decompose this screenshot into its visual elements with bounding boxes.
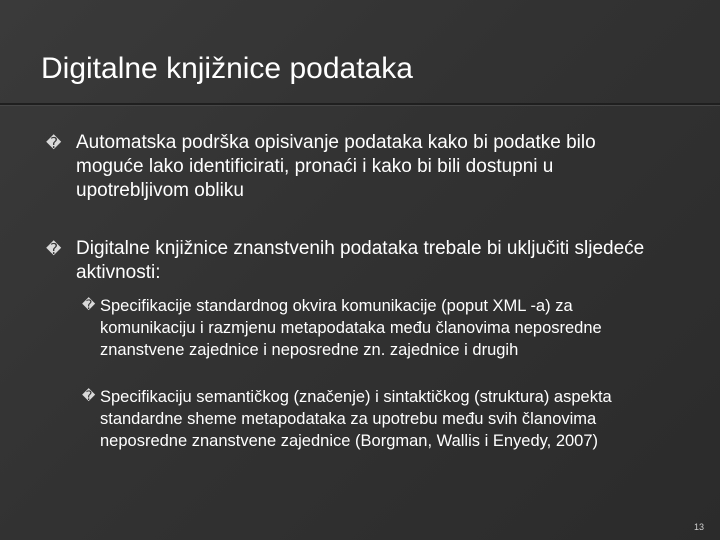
sub-bullet-marker-icon: �	[82, 297, 96, 312]
sub-bullet-text: Specifikaciju semantičkog (značenje) i sintaktičkog (struktura) aspekta standardne sheme metapodataka za upotrebu među svih članovima neposredne znanstvene zajednice (Borgman, Wallis i Enyedy, 2007)	[100, 388, 612, 450]
bullet-marker-icon: �	[46, 241, 62, 258]
page-number: 13	[693, 522, 704, 532]
sub-bullet-text: Specifikacije standardnog okvira komunikacije (poput XML -a) za komunikaciju i razmjenu metapodataka među članovima neposredne znanstvene zajednice i neposredne zn. zajednice i drugih	[100, 297, 602, 359]
bullet-text: Automatska podrška opisivanje podataka kako bi podatke bilo moguće lako identificirati, pronaći i kako bi bili dostupni u upotrebljivom obliku	[76, 132, 596, 201]
sub-bullet-marker-icon: �	[82, 388, 96, 403]
bullet-text: Digitalne knjižnice znanstvenih podataka trebale bi uključiti sljedeće aktivnosti:	[76, 238, 645, 283]
bullet-marker-icon: �	[46, 135, 62, 152]
slide-title: Digitalne knjižnice podataka	[41, 52, 413, 85]
title-divider	[0, 103, 720, 106]
